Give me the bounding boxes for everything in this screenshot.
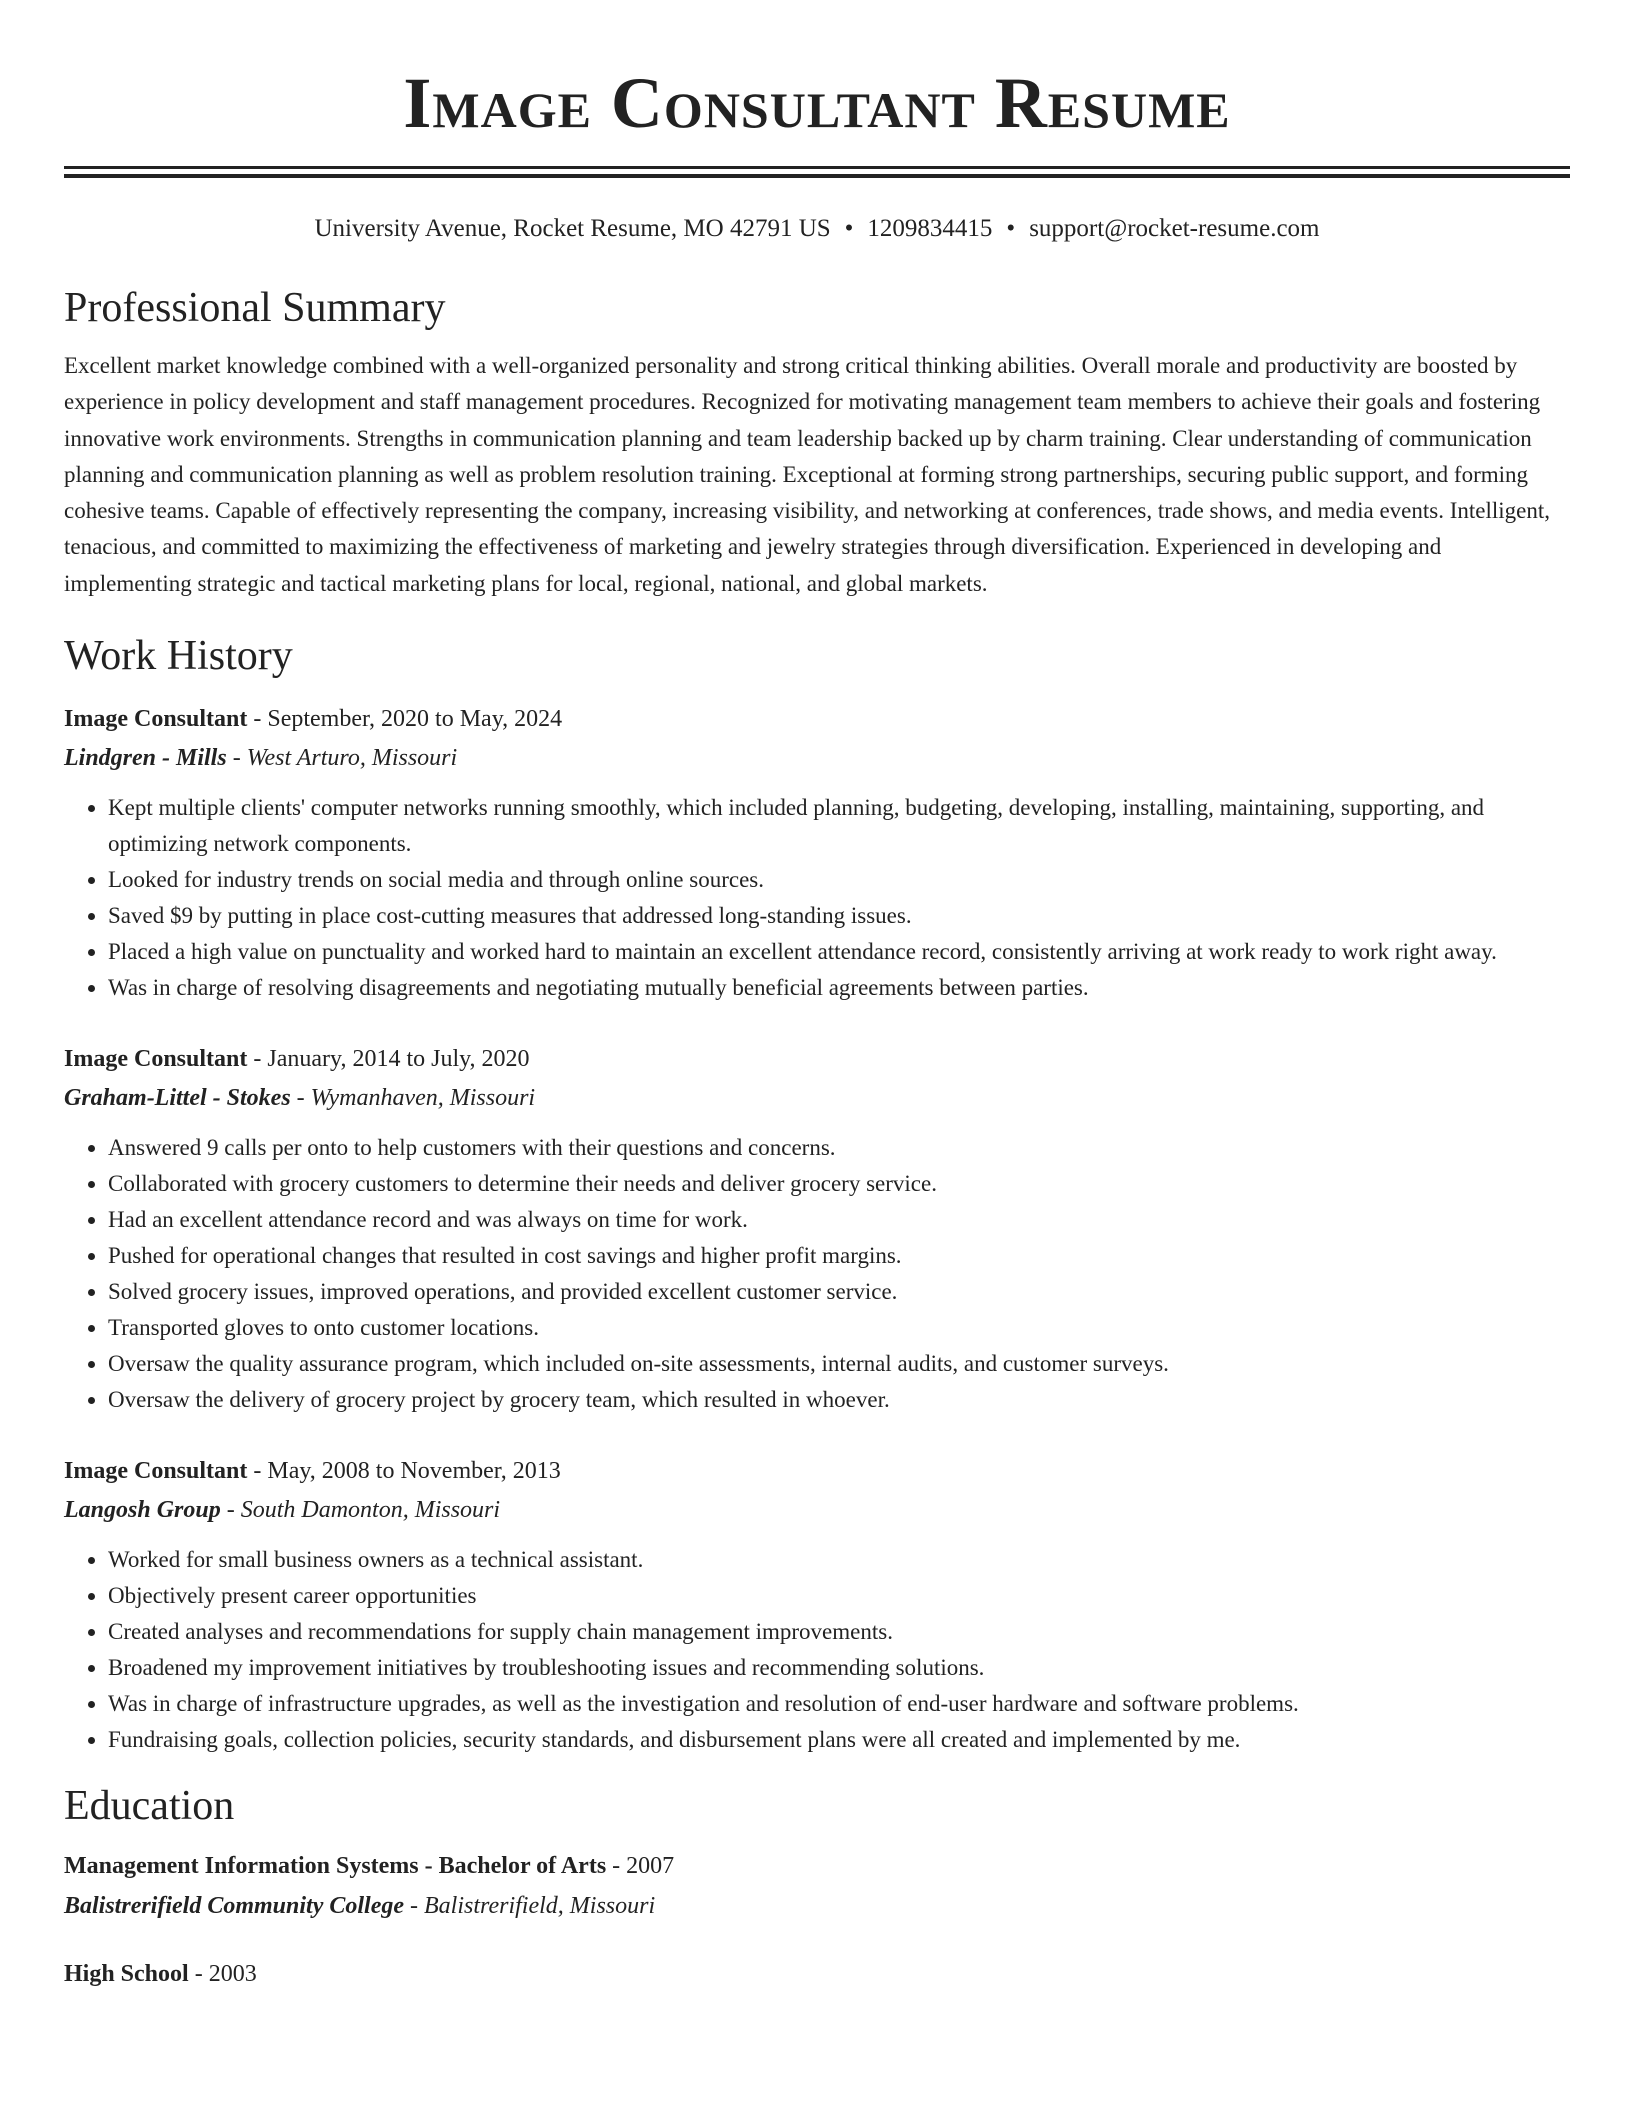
job-title: Image Consultant [64, 706, 248, 733]
contact-line [64, 214, 1570, 244]
list-item: • Collaborated with grocery customers to determine their needs and deliver grocery service. [108, 1166, 1570, 1202]
school-location: Balistrerifield, Missouri [424, 1893, 656, 1920]
list-item: • Objectively present career opportunities [108, 1578, 1570, 1614]
dash: - [247, 706, 268, 733]
company-name: Lindgren - Mills [64, 745, 227, 772]
job-entry [64, 1452, 1570, 1758]
summary-text: Excellent market knowledge combined with a well-organized personality and strong critical thinking abilities. Overall morale and productivity are boosted by experience in policy development and staff management procedures. Recognized for motivating management team members to achieve their goals and fostering innovative work environments. Strengths in communication planning and team leadership backed up by charm training. Clear understanding of communication planning and communication planning as well as problem resolution training. Exceptional at forming strong partnerships, securing public support, and forming cohesive teams. Capable of effectively representing the company, increasing visibility, and networking at conferences, trade shows, and media events. Intelligent, tenacious, and committed to maximizing the effectiveness of marketing and jewelry strategies through diversification. Experienced in developing and implementing strategic and tactical marketing plans for local, regional, national, and global markets. [64, 353, 1550, 596]
contact-address: University Avenue, Rocket Resume, MO 42791 US [314, 215, 831, 242]
company-location: West Arturo, Missouri [246, 745, 458, 772]
degree-year: 2007 [626, 1853, 675, 1880]
company-line [64, 1078, 1570, 1118]
job-title: Image Consultant [64, 1458, 248, 1485]
resume-title: Image Consultant Resume [403, 63, 1231, 143]
dash: - [226, 745, 247, 772]
list-item: • Pushed for operational changes that resulted in cost savings and higher profit margins. [108, 1238, 1570, 1274]
list-item: • Was in charge of infrastructure upgrades, as well as the investigation and resolution of end-user hardware and software problems. [108, 1686, 1570, 1722]
contact-email: support@rocket-resume.com [1029, 215, 1320, 242]
dash: - [404, 1893, 425, 1920]
list-item: • Oversaw the delivery of grocery project by grocery team, which resulted in whoever. [108, 1382, 1570, 1418]
degree-line [64, 1846, 1570, 1886]
list-item: • Transported gloves to onto customer locations. [108, 1310, 1570, 1346]
education-entry [64, 1954, 1570, 1994]
list-item: • Answered 9 calls per onto to help customers with their questions and concerns. [108, 1130, 1570, 1166]
list-item: • Looked for industry trends on social media and through online sources. [108, 862, 1570, 898]
company-location: Wymanhaven, Missouri [310, 1085, 536, 1112]
job-title: Image Consultant [64, 1046, 248, 1073]
company-name: Langosh Group [64, 1497, 221, 1524]
school-line [64, 1886, 1570, 1926]
job-bullets [64, 1542, 1570, 1758]
job-title-line [64, 1452, 1570, 1490]
company-name: Graham-Littel - Stokes [64, 1085, 291, 1112]
title-divider [64, 166, 1570, 178]
degree-year: 2003 [208, 1961, 257, 1988]
degree-name: High School [64, 1961, 189, 1988]
list-item: • Placed a high value on punctuality and worked hard to maintain an excellent attendance record, consistently arriving at work ready to work right away. [108, 934, 1570, 970]
dash: - [247, 1458, 268, 1485]
job-title-line [64, 1040, 1570, 1078]
list-item: • Created analyses and recommendations for supply chain management improvements. [108, 1614, 1570, 1650]
education-entry [64, 1846, 1570, 1926]
summary-heading: Professional Summary [64, 285, 446, 331]
degree-name: Management Information Systems - Bachelor of Arts [64, 1853, 607, 1880]
list-item: • Fundraising goals, collection policies, security standards, and disbursement plans were all created and implemented by me. [108, 1722, 1570, 1758]
resume-page [64, 0, 1570, 1994]
company-location: South Damonton, Missouri [240, 1497, 501, 1524]
school-name: Balistrerifield Community College [64, 1893, 405, 1920]
job-entry [64, 700, 1570, 1006]
contact-phone: 1209834415 [867, 215, 993, 242]
contact-separator: • [844, 215, 854, 242]
job-dates: January, 2014 to July, 2020 [267, 1046, 530, 1073]
dash: - [188, 1961, 209, 1988]
education-heading: Education [64, 1783, 235, 1830]
company-line [64, 1490, 1570, 1530]
list-item: • Broadened my improvement initiatives by troubleshooting issues and recommending solutions. [108, 1650, 1570, 1686]
list-item: • Worked for small business owners as a technical assistant. [108, 1542, 1570, 1578]
list-item: • Was in charge of resolving disagreements and negotiating mutually beneficial agreements between parties. [108, 970, 1570, 1006]
dash: - [606, 1853, 627, 1880]
dash: - [247, 1046, 268, 1073]
degree-line [64, 1954, 1570, 1994]
job-bullets [64, 1130, 1570, 1418]
contact-separator: • [1006, 215, 1016, 242]
job-title-line [64, 700, 1570, 738]
job-dates: May, 2008 to November, 2013 [267, 1458, 561, 1485]
list-item: • Oversaw the quality assurance program, which included on-site assessments, internal audits, and customer surveys. [108, 1346, 1570, 1382]
job-dates: September, 2020 to May, 2024 [267, 706, 563, 733]
list-item: • Had an excellent attendance record and was always on time for work. [108, 1202, 1570, 1238]
company-line [64, 738, 1570, 778]
list-item: • Saved $9 by putting in place cost-cutting measures that addressed long-standing issues. [108, 898, 1570, 934]
list-item: • Solved grocery issues, improved operations, and provided excellent customer service. [108, 1274, 1570, 1310]
list-item: • Kept multiple clients' computer networks running smoothly, which included planning, budgeting, developing, installing, maintaining, supporting, and optimizing network components. [108, 790, 1570, 862]
job-bullets [64, 790, 1570, 1006]
dash: - [220, 1497, 241, 1524]
dash: - [290, 1085, 311, 1112]
work-history-heading: Work History [64, 633, 293, 680]
job-entry [64, 1040, 1570, 1418]
